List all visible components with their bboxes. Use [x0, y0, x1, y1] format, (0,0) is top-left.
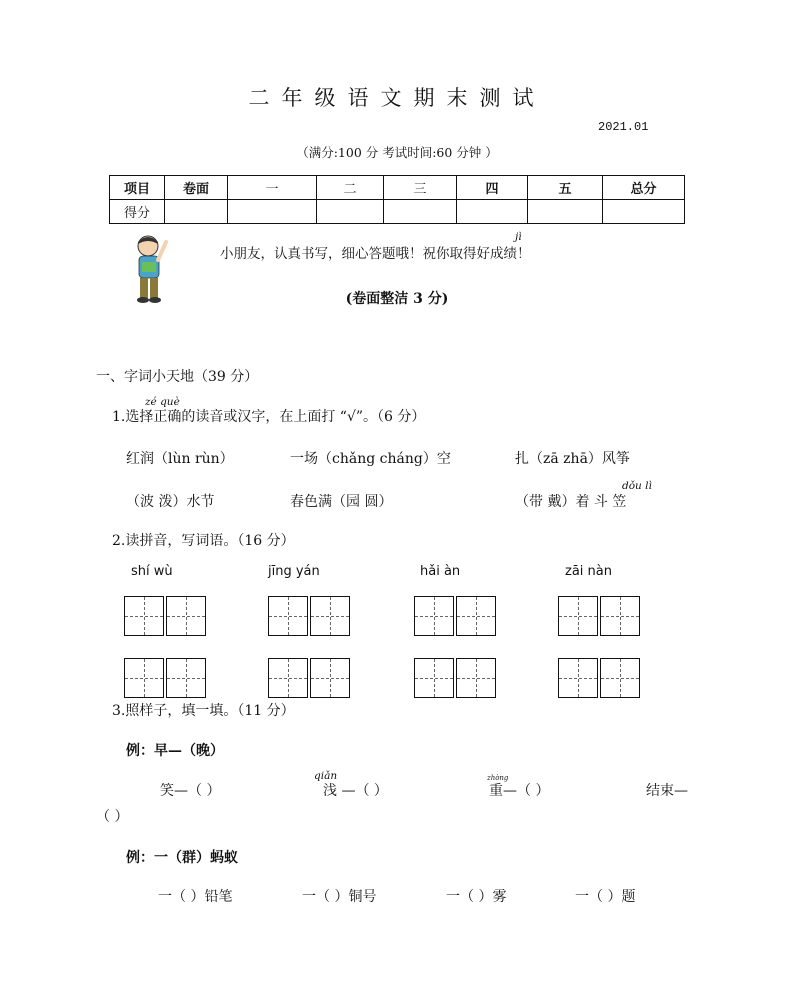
q1-doul-pinyin: dǒu lì: [622, 480, 652, 492]
header-four: 四: [457, 176, 528, 200]
writing-cell[interactable]: [414, 596, 454, 636]
writing-cell[interactable]: [600, 596, 640, 636]
score-cell[interactable]: [165, 200, 228, 224]
writing-grid[interactable]: [268, 596, 352, 636]
writing-cell[interactable]: [124, 658, 164, 698]
q2-pinyin-3: hǎi àn: [420, 564, 461, 579]
q1-line1-item1[interactable]: 红润（lùn rùn）: [126, 451, 234, 467]
page-title: 二年级语文期末测试: [248, 86, 546, 110]
encourage-text: 小朋友，认真书写，细心答题哦！祝你取得好成绩！: [220, 246, 531, 262]
section1-heading: 一、字词小天地（39 分）: [96, 369, 259, 385]
writing-grid[interactable]: [124, 596, 208, 636]
test-date: 2021.01: [598, 120, 649, 134]
q1-line1-item2[interactable]: 一场（chǎng cháng）空: [290, 451, 451, 467]
writing-grid[interactable]: [268, 658, 352, 698]
header-two: 二: [317, 176, 384, 200]
header-five: 五: [528, 176, 603, 200]
writing-cell[interactable]: [166, 658, 206, 698]
encourage-pinyin: jì: [515, 231, 522, 243]
row-label-score: 得分: [110, 200, 165, 224]
neatness-note: (卷面整洁 3 分): [345, 291, 449, 307]
writing-cell[interactable]: [456, 596, 496, 636]
header-item: 项目: [110, 176, 165, 200]
writing-cell[interactable]: [124, 596, 164, 636]
q1-line2-item2[interactable]: 春色满（园 圆）: [290, 494, 393, 510]
writing-cell[interactable]: [558, 658, 598, 698]
q2-pinyin-1: shí wù: [131, 564, 173, 579]
q3-item-1[interactable]: 笑—（ ）: [160, 783, 221, 799]
writing-cell[interactable]: [310, 658, 350, 698]
writing-grid[interactable]: [414, 658, 498, 698]
q3-fill-3[interactable]: 一（ ）雾: [446, 889, 507, 905]
q3-item-4[interactable]: 结束—: [646, 783, 688, 799]
writing-cell[interactable]: [600, 658, 640, 698]
q3-fill-4[interactable]: 一（ ）题: [575, 889, 636, 905]
score-table: [109, 175, 685, 224]
q3-example1: 例：早—（晚）: [126, 743, 224, 759]
writing-cell[interactable]: [558, 596, 598, 636]
q3-item-2[interactable]: 浅 —（ ）: [323, 783, 388, 799]
header-three: 三: [384, 176, 457, 200]
q1-line1-item3[interactable]: 扎（zā zhā）风筝: [515, 451, 630, 467]
q2-title: 2.读拼音，写词语。（16 分）: [112, 533, 295, 549]
score-table-score-row: [110, 200, 685, 224]
writing-cell[interactable]: [456, 658, 496, 698]
writing-grid[interactable]: [558, 596, 642, 636]
writing-grid[interactable]: [414, 596, 498, 636]
q2-pinyin-2: jīng yán: [268, 564, 320, 579]
q1-line2-item1[interactable]: （波 泼）水节: [126, 494, 215, 510]
score-cell[interactable]: [317, 200, 384, 224]
writing-cell[interactable]: [310, 596, 350, 636]
score-cell[interactable]: [384, 200, 457, 224]
q1-pinyin-hint: zé què: [145, 396, 180, 408]
q3-qian-pinyin: qiǎn: [314, 770, 338, 782]
q3-item-4-wrap[interactable]: （ ）: [96, 809, 129, 825]
q2-pinyin-4: zāi nàn: [565, 564, 612, 579]
test-info: （满分:100 分 考试时间:60 分钟 ）: [296, 145, 498, 160]
score-cell[interactable]: [228, 200, 317, 224]
header-total: 总分: [603, 176, 685, 200]
writing-cell[interactable]: [414, 658, 454, 698]
writing-grid[interactable]: [124, 658, 208, 698]
q3-fill-2[interactable]: 一（ ）铜号: [302, 889, 377, 905]
score-cell[interactable]: [457, 200, 528, 224]
q3-example2: 例：一（群）蚂蚁: [126, 850, 238, 866]
q3-title: 3.照样子，填一填。（11 分）: [112, 703, 295, 719]
header-paper: 卷面: [165, 176, 228, 200]
q3-fill-1[interactable]: 一（ ）铅笔: [158, 889, 233, 905]
q1-line2-item3[interactable]: （带 戴）着 斗 笠: [515, 494, 627, 510]
q1-title: 1.选择正确的读音或汉字，在上面打 “√”。（6 分）: [112, 409, 426, 425]
writing-cell[interactable]: [268, 658, 308, 698]
score-cell[interactable]: [528, 200, 603, 224]
q3-item-3[interactable]: 重—（ ）: [489, 783, 550, 799]
writing-cell[interactable]: [166, 596, 206, 636]
header-one: 一: [228, 176, 317, 200]
writing-grid[interactable]: [558, 658, 642, 698]
writing-cell[interactable]: [268, 596, 308, 636]
score-cell[interactable]: [603, 200, 685, 224]
q3-zhong-pinyin: zhòng: [487, 774, 509, 782]
score-table-header-row: [110, 176, 685, 200]
